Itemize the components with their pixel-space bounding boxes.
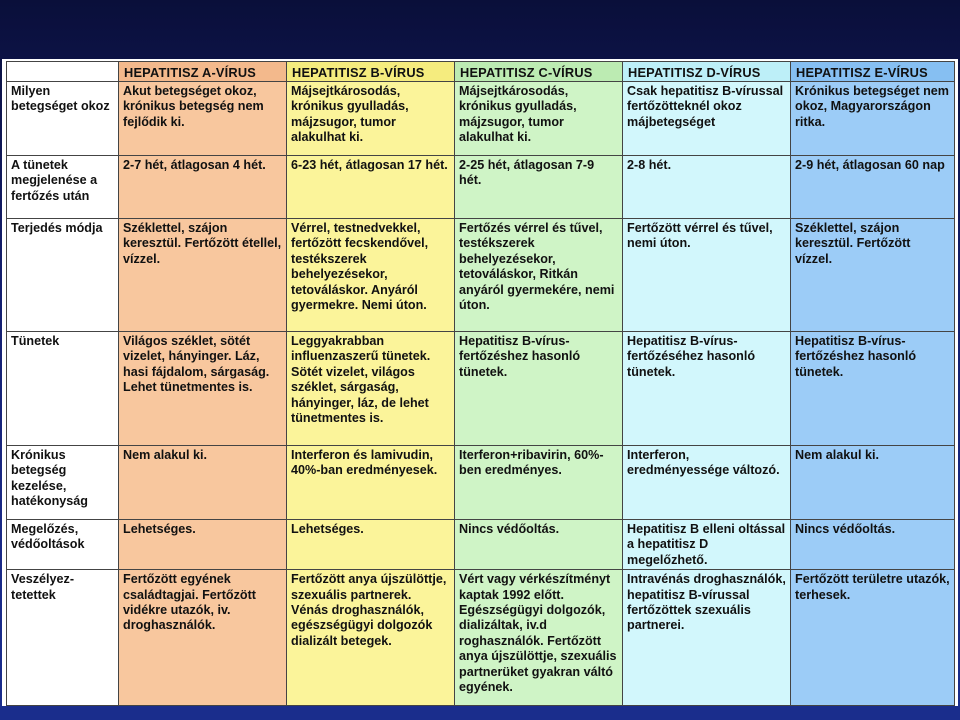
table-cell: 2-8 hét. <box>623 156 791 219</box>
table-row-at-risk <box>7 570 955 706</box>
column-header-hepatitis-d: HEPATITISZ D-VÍRUS <box>623 62 791 82</box>
table-cell: Vért vagy vérkészítményt kaptak 1992 előtt. Egészségügyi dolgozók, dializáltak, iv.d roghasználók. Fertőzött anya újszülöttje, szexuális partnerüket gyakran váltó egyének. <box>455 570 623 706</box>
table-cell: Széklettel, szájon keresztül. Fertőzött étellel, vízzel. <box>119 219 287 332</box>
table-cell: Leggyakrabban influenzaszerű tünetek. Sötét vizelet, világos széklet, sárgaság, hányinger, láz, de lehet tünetmentes is. <box>287 332 455 446</box>
table-cell: Lehetséges. <box>287 520 455 570</box>
table-cell: Akut betegséget okoz, krónikus betegség nem fejlődik ki. <box>119 82 287 156</box>
column-header-hepatitis-e: HEPATITISZ E-VÍRUS <box>791 62 955 82</box>
table-cell: Hepatitisz B elleni oltással a hepatitisz D megelőzhető. <box>623 520 791 570</box>
table-cell: Iterferon+ribavirin, 60%-ben eredményes. <box>455 446 623 520</box>
column-header-hepatitis-a: HEPATITISZ A-VÍRUS <box>119 62 287 82</box>
row-header-symptoms: Tünetek <box>7 332 119 446</box>
hepatitis-comparison-table <box>6 61 955 706</box>
column-header-hepatitis-c: HEPATITISZ C-VÍRUS <box>455 62 623 82</box>
table-cell: Fertőzött anya újszülöttje, szexuális partnerek. Vénás droghasználók, egészségügyi dolgozók dializált betegek. <box>287 570 455 706</box>
header-row <box>7 62 955 82</box>
row-header-onset: A tünetek megjelenése a fertőzés után <box>7 156 119 219</box>
row-header-at-risk: Veszélyez-tetettek <box>7 570 119 706</box>
table-row-symptoms <box>7 332 955 446</box>
table-cell: Hepatitisz B-vírus-fertőzéshez hasonló tünetek. <box>455 332 623 446</box>
corner-cell <box>7 62 119 82</box>
table-cell: 2-25 hét, átlagosan 7-9 hét. <box>455 156 623 219</box>
table-cell: Hepatitisz B-vírus-fertőzéséhez hasonló tünetek. <box>623 332 791 446</box>
table-cell: Májsejtkárosodás, krónikus gyulladás, májzsugor, tumor alakulhat ki. <box>287 82 455 156</box>
table-cell: Világos széklet, sötét vizelet, hányinger. Láz, hasi fájdalom, sárgaság. Lehet tünetmentes is. <box>119 332 287 446</box>
table-cell: Széklettel, szájon keresztül. Fertőzött vízzel. <box>791 219 955 332</box>
table-cell: Krónikus betegséget nem okoz, Magyarországon ritka. <box>791 82 955 156</box>
table-row-treatment <box>7 446 955 520</box>
table-cell: Fertőzött egyének családtagjai. Fertőzött vidékre utazók, iv. droghasználók. <box>119 570 287 706</box>
table-cell: Csak hepatitisz B-vírussal fertőzötteknél okoz májbetegséget <box>623 82 791 156</box>
table-cell: Nincs védőoltás. <box>791 520 955 570</box>
table-cell: Nincs védőoltás. <box>455 520 623 570</box>
table-row-onset <box>7 156 955 219</box>
table-cell: Májsejtkárosodás, krónikus gyulladás, májzsugor, tumor alakulhat ki. <box>455 82 623 156</box>
row-header-disease: Milyen betegséget okoz <box>7 82 119 156</box>
table-cell: Interferon és lamivudin, 40%-ban eredményesek. <box>287 446 455 520</box>
table-cell: Nem alakul ki. <box>119 446 287 520</box>
table-cell: Interferon, eredményessége változó. <box>623 446 791 520</box>
table-cell: Lehetséges. <box>119 520 287 570</box>
table-cell: Fertőzött vérrel és tűvel, nemi úton. <box>623 219 791 332</box>
row-header-transmission: Terjedés módja <box>7 219 119 332</box>
table-cell: Nem alakul ki. <box>791 446 955 520</box>
table-cell: Fertőzött területre utazók, terhesek. <box>791 570 955 706</box>
column-header-hepatitis-b: HEPATITISZ B-VÍRUS <box>287 62 455 82</box>
row-header-prevention: Megelőzés, védőoltások <box>7 520 119 570</box>
table-cell: Hepatitisz B-vírus-fertőzéshez hasonló tünetek. <box>791 332 955 446</box>
row-header-treatment: Krónikus betegség kezelése, hatékonyság <box>7 446 119 520</box>
table-row-prevention <box>7 520 955 570</box>
table-panel <box>2 59 958 706</box>
table-row-disease <box>7 82 955 156</box>
table-cell: 2-9 hét, átlagosan 60 nap <box>791 156 955 219</box>
table-cell: Fertőzés vérrel és tűvel, testékszerek behelyezésekor, tetováláskor, Ritkán anyáról gyermekére, nemi úton. <box>455 219 623 332</box>
table-cell: 2-7 hét, átlagosan 4 hét. <box>119 156 287 219</box>
table-cell: Intravénás droghasználók, hepatitisz B-vírussal fertőzöttek szexuális partnerei. <box>623 570 791 706</box>
table-cell: Vérrel, testnedvekkel, fertőzött fecskendővel, testékszerek behelyezésekor, tetováláskor. Anyáról gyermekre. Nemi úton. <box>287 219 455 332</box>
table-row-transmission <box>7 219 955 332</box>
table-cell: 6-23 hét, átlagosan 17 hét. <box>287 156 455 219</box>
